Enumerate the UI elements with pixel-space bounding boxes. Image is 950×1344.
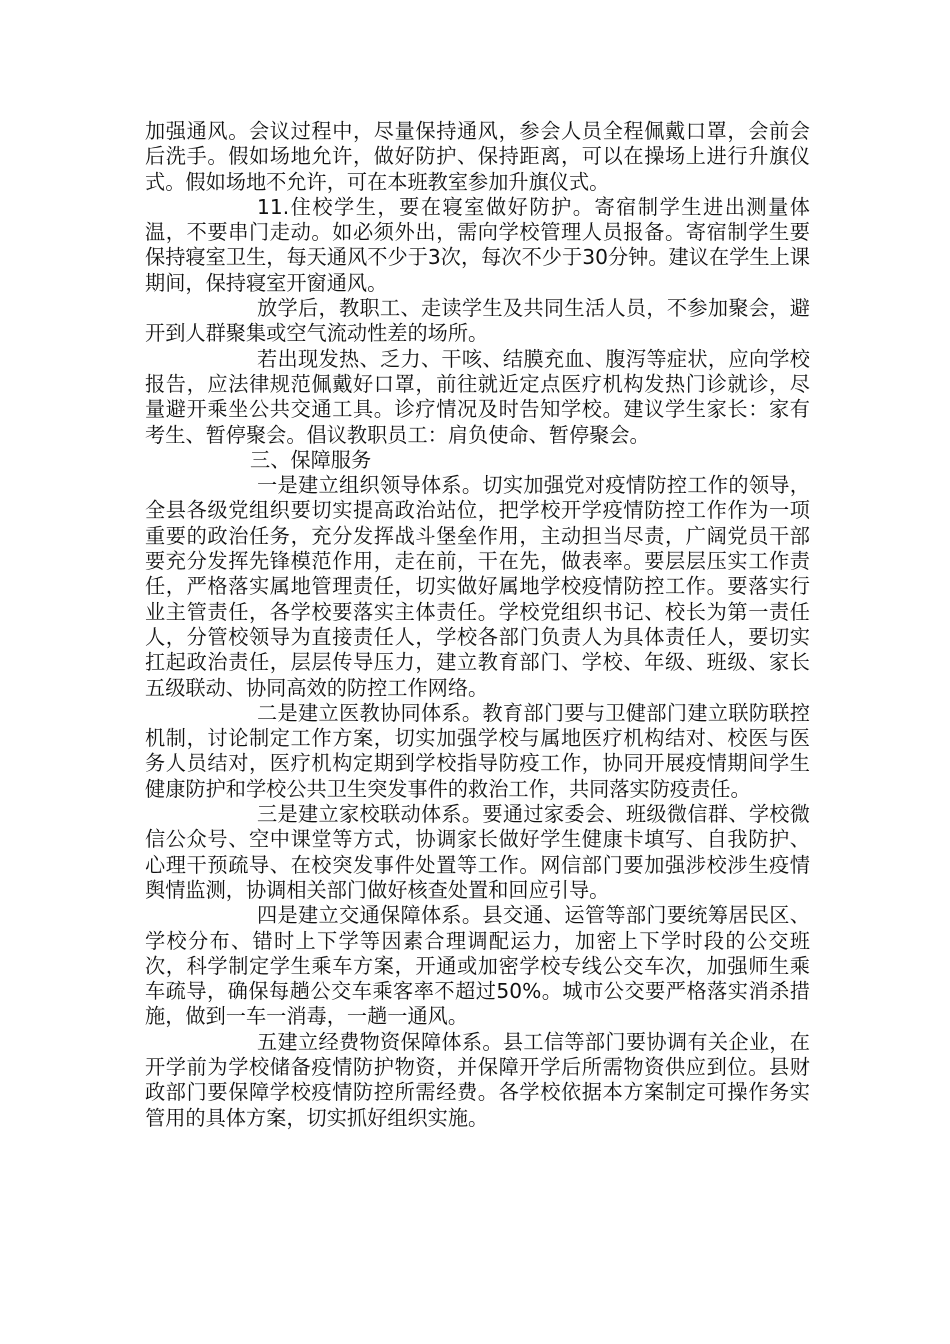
- paragraph-leadership-system: 一是建立组织领导体系。切实加强党对疫情防控工作的领导，全县各级党组织要切实提高政治站位，把学校开学疫情防控工作作为一项重要的政治任务，充分发挥战斗堡垒作用，主动担当尽责，广阔党员干部要充分发挥先锋模范作用，走在前，干在先，做表率。要层层压实工作责任，严格落实属地管理责任，切实做好属地学校疫情防控工作。要落实行业主管责任，各学校要落实主体责任。学校党组织书记、校长为第一责任人，分管校领导为直接责任人，学校各部门负责人为具体责任人，要切实扛起政治责任，层层传导压力，建立教育部门、学校、年级、班级、家长五级联动、协同高效的防控工作网络。: [145, 473, 810, 700]
- section-heading-support-services: 三、保障服务: [250, 447, 372, 472]
- paragraph-medical-education-system: 二是建立医教协同体系。教育部门要与卫健部门建立联防联控机制，讨论制定工作方案，切实加强学校与属地医疗机构结对、校医与医务人员结对，医疗机构定期到学校指导防疫工作，协同开展疫情期间学生健康防护和学校公共卫生突发事件的救治工作，共同落实防疫责任。: [145, 700, 810, 801]
- paragraph-funding-supplies-system: 五建立经费物资保障体系。县工信等部门要协调有关企业，在开学前为学校储备疫情防护物资，并保障开学后所需物资供应到位。县财政部门要保障学校疫情防控所需经费。各学校依据本方案制定可操作务实管用的具体方案，切实抓好组织实施。: [145, 1029, 810, 1130]
- paragraph-symptoms: 若出现发热、乏力、干咳、结膜充血、腹泻等症状，应向学校报告，应法律规范佩戴好口罩，前往就近定点医疗机构发热门诊就诊，尽量避开乘坐公共交通工具。诊疗情况及时告知学校。建议学生家长：家有考生、暂停聚会。倡议教职员工：肩负使命、暂停聚会。: [145, 346, 810, 447]
- paragraph-after-school: 放学后，教职工、走读学生及共同生活人员，不参加聚会，避开到人群聚集或空气流动性差的场所。: [145, 296, 810, 346]
- paragraph-boarding-students: 11.住校学生，要在寝室做好防护。寄宿制学生进出测量体温，不要串门走动。如必须外出，需向学校管理人员报备。寄宿制学生要保持寝室卫生，每天通风不少于3次，每次不少于30分钟。建议在学生上课期间，保持寝室开窗通风。: [145, 194, 810, 295]
- document-body: [145, 119, 810, 1131]
- paragraph-ventilation-meetings: 加强通风。会议过程中，尽量保持通风，参会人员全程佩戴口罩，会前会后洗手。假如场地允许，做好防护、保持距离，可以在操场上进行升旗仪式。假如场地不允许，可在本班教室参加升旗仪式。: [145, 119, 810, 194]
- paragraph-transport-system: 四是建立交通保障体系。县交通、运管等部门要统筹居民区、学校分布、错时上下学等因素合理调配运力，加密上下学时段的公交班次，科学制定学生乘车方案，开通或加密学校专线公交车次，加强师生乘车疏导，确保每趟公交车乘客率不超过50%。城市公交要严格落实消杀措施，做到一车一消毒，一趟一通风。: [145, 903, 810, 1029]
- paragraph-home-school-system: 三是建立家校联动体系。要通过家委会、班级微信群、学校微信公众号、空中课堂等方式，协调家长做好学生健康卡填写、自我防护、心理干预疏导、在校突发事件处置等工作。网信部门要加强涉校涉生疫情舆情监测，协调相关部门做好核查处置和回应引导。: [145, 802, 810, 902]
